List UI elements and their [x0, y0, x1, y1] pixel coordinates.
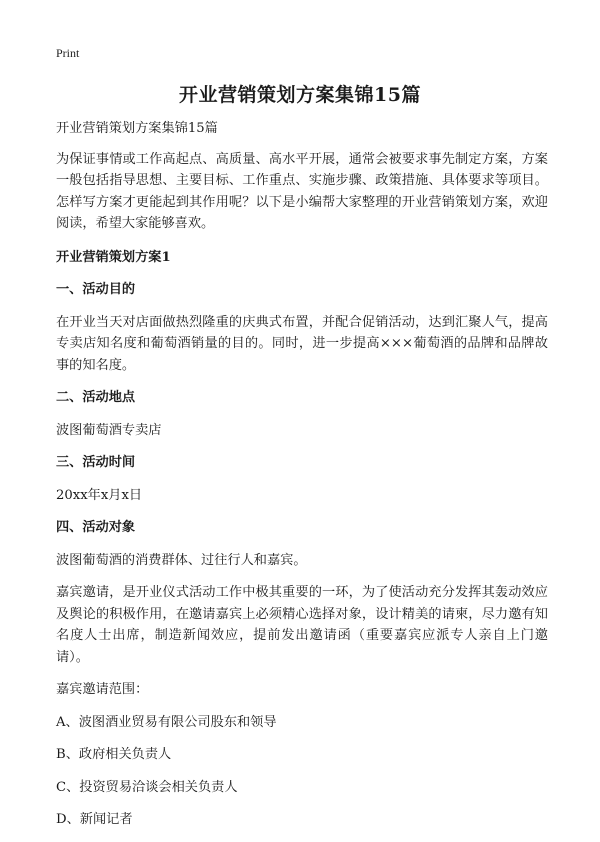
paragraph-guest-invitation: 嘉宾邀请，是开业仪式活动工作中极其重要的一环，为了使活动充分发挥其轰动效应及舆论的积极作用，在邀请嘉宾上必须精心选择对象，设计精美的请柬，尽力邀有知名度人士出席，制造新闻效应，提前发出邀请函（重要嘉宾应派专人亲自上门邀请）。	[56, 585, 548, 665]
heading-activity-time: 三、活动时间	[56, 455, 136, 470]
paragraph-guest-scope: 嘉宾邀请范围：	[56, 682, 149, 697]
heading-activity-audience: 四、活动对象	[56, 520, 136, 535]
heading-activity-location: 二、活动地点	[56, 390, 136, 405]
document-body	[56, 118, 548, 842]
list-item: C、投资贸易洽谈会相关负责人	[56, 779, 238, 795]
document-subtitle: 开业营销策划方案集锦15篇	[56, 121, 218, 136]
heading-activity-purpose: 一、活动目的	[56, 282, 136, 297]
paragraph-activity-audience: 波图葡萄酒的消费群体、过往行人和嘉宾。	[56, 552, 307, 568]
list-item: B、政府相关负责人	[56, 747, 172, 762]
paragraph-activity-purpose: 在开业当天对店面做热烈隆重的庆典式布置，并配合促销活动，达到汇聚人气，提高专卖店知名度和葡萄酒销量的目的。同时，进一步提高×××葡萄酒的品牌和品牌故事的知名度。	[56, 314, 548, 373]
paragraph-activity-location: 波图葡萄酒专卖店	[56, 422, 162, 438]
intro-paragraph: 为保证事情或工作高起点、高质量、高水平开展，通常会被要求事先制定方案，方案一般包括指导思想、主要目标、工作重点、实施步骤、政策措施、具体要求等项目。怎样写方案才更能起到其作用呢？以下是小编帮大家整理的开业营销策划方案，欢迎阅读，希望大家能够喜欢。	[56, 151, 548, 231]
document-title: 开业营销策划方案集锦15篇	[179, 84, 421, 106]
paragraph-activity-time: 20xx年x月x日	[56, 487, 143, 503]
list-item: D、新闻记者	[56, 812, 133, 827]
print-link[interactable]: Print	[56, 46, 80, 60]
section-title: 开业营销策划方案1	[56, 249, 171, 265]
list-item: A、波图酒业贸易有限公司股东和领导	[56, 714, 277, 730]
